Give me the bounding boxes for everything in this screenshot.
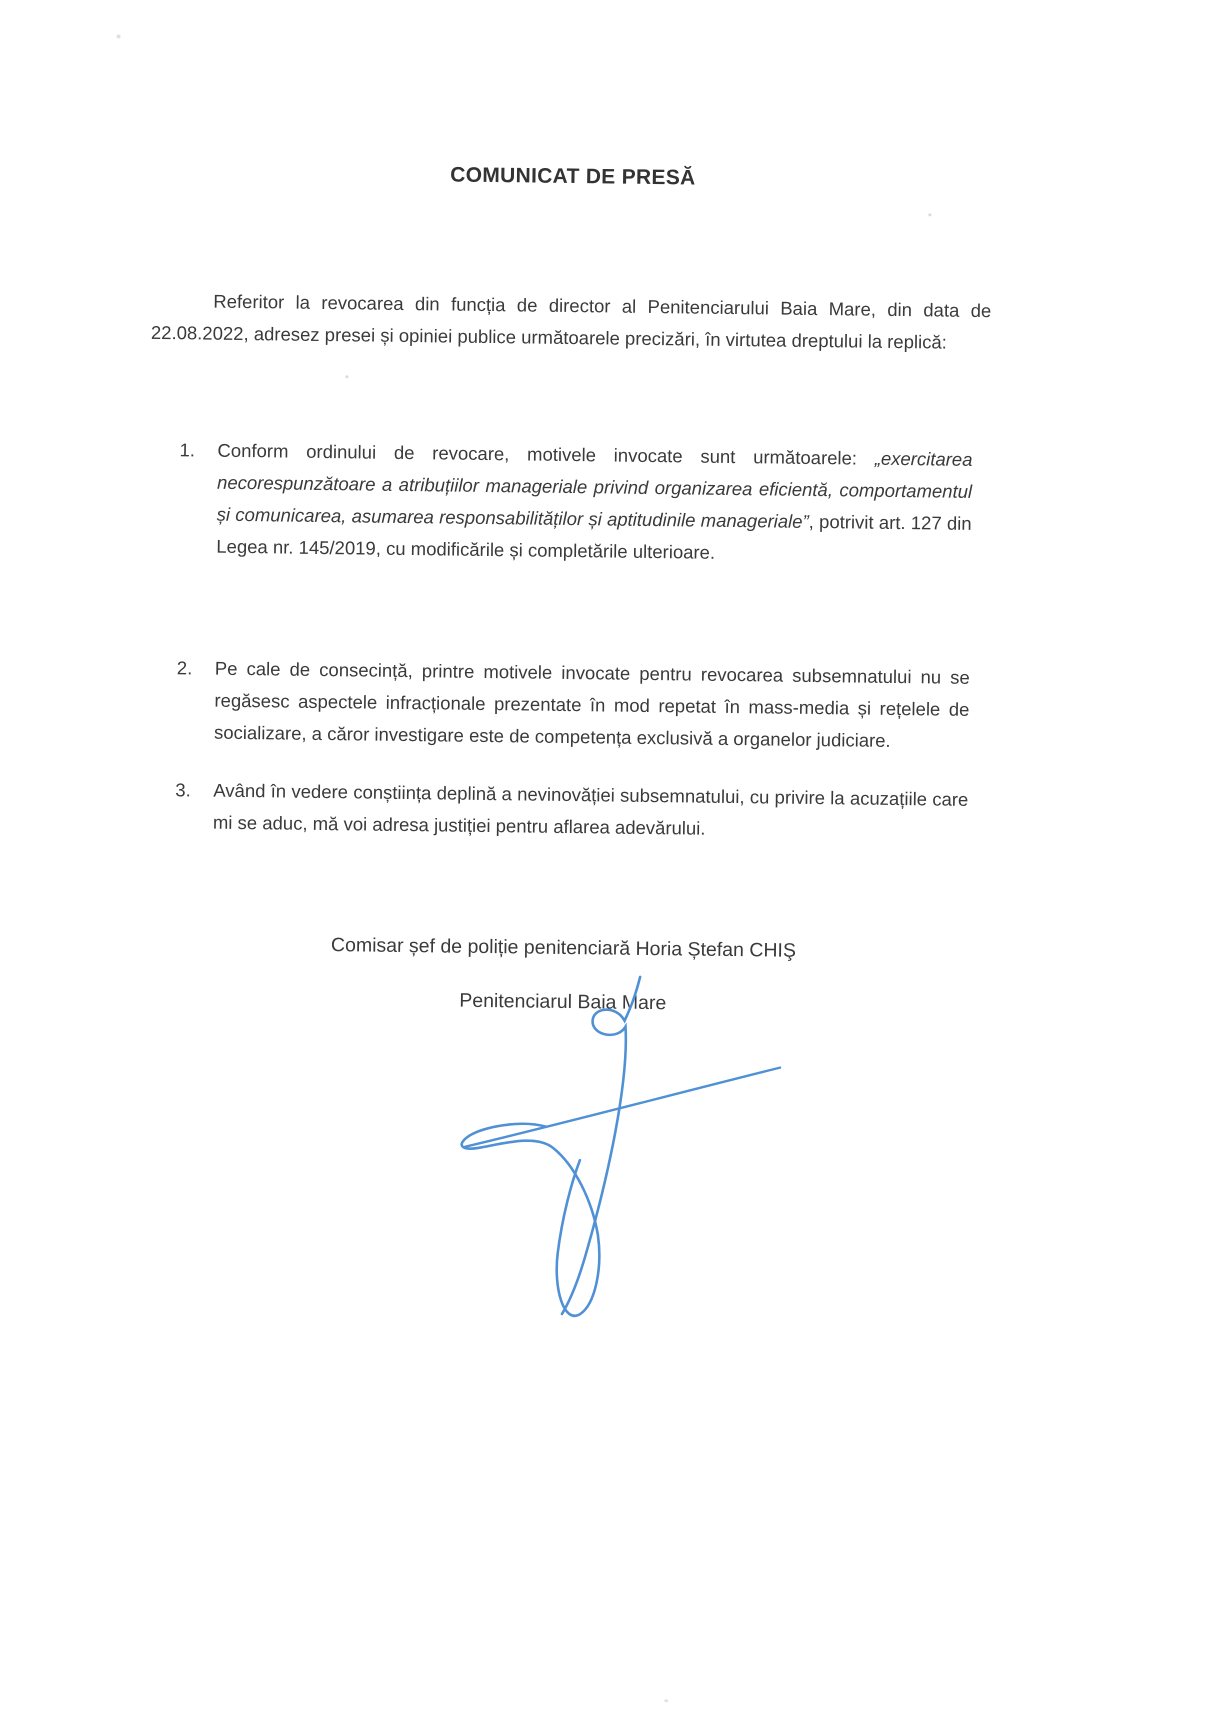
list-item-number: 1. <box>179 439 196 461</box>
list-item-text: Pe cale de consecință, printre motivele invocate pentru revocarea subsemnatului nu se regăsesc aspectele infracționale prezentate în mod repetat în mass-media și rețelele de socializare, a căror investigare este de competența exclusivă a organelor judiciare. <box>213 657 970 751</box>
signature-vertical-stroke <box>562 976 640 1315</box>
scan-speck <box>928 213 931 216</box>
signature-loop-stroke <box>460 1123 601 1316</box>
item1-quoted-italic-text: „exercitarea necorespunzătoare a atribuțiilor manageriale privind organizarea eficientă, comportamentul și comunicarea, asumarea responsabilităților și aptitudinile manageriale” <box>216 447 973 532</box>
item1-text-after: , potrivit art. 127 din Legea nr. 145/2019, cu modificările și completările ulterioare. <box>216 510 972 563</box>
list-item-3 <box>175 774 976 848</box>
list-item-number: 2. <box>176 657 193 679</box>
list-item-text <box>216 435 973 572</box>
scan-speck <box>117 34 121 38</box>
scan-speck <box>664 1699 668 1702</box>
item1-text-before: Conform ordinului de revocare, motivele invocate sunt următoarele: <box>217 439 875 469</box>
signature-long-stroke <box>465 1064 780 1151</box>
scan-speck <box>345 375 348 378</box>
list-item-2 <box>176 652 977 758</box>
document-title: COMUNICAT DE PRESĂ <box>450 163 696 190</box>
signer-institution-line: Penitenciarul Baia Mare <box>459 989 667 1015</box>
list-item-1 <box>178 434 980 572</box>
list-item-number: 3. <box>175 779 191 801</box>
intro-paragraph: Referitor la revocarea din funcția de director al Penitenciarului Baia Mare, din data de 22.08.2022, adresez presei și opiniei publice următoarele precizări, în virtutea dreptului la replică: <box>150 290 992 353</box>
signer-title-line: Comisar șef de poliție penitenciară Horia Ștefan CHIŞ <box>330 934 797 962</box>
list-item-text: Având în vedere conștiința deplină a nevinovăției subsemnatului, cu privire la acuzațiile care mi se aduc, mă voi adresa justiției pentru aflarea adevărului. <box>212 779 969 839</box>
